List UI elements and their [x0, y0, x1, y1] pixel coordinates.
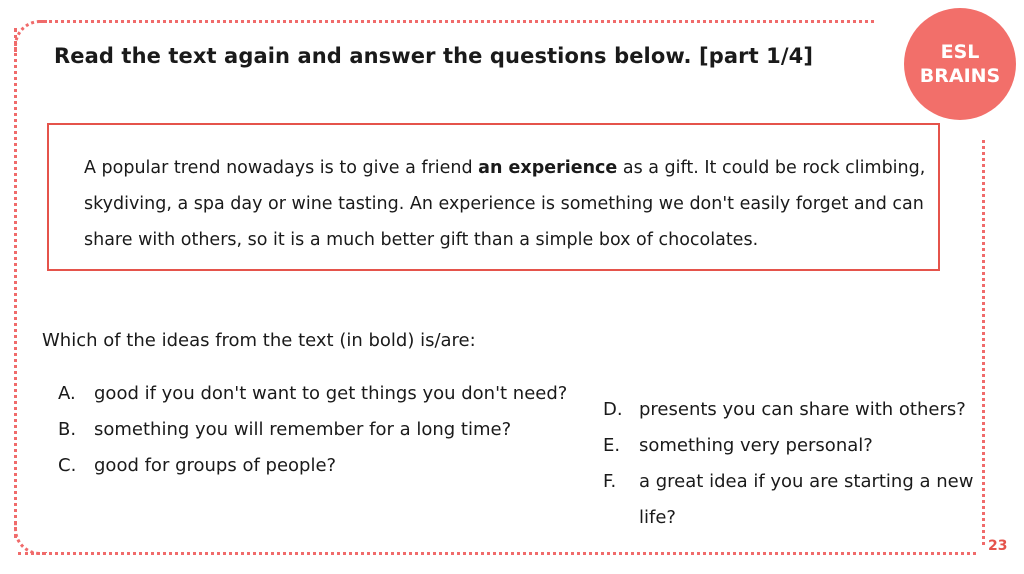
option-c [58, 448, 598, 484]
dotted-border-bottom [18, 552, 976, 555]
option-text: a great idea if you are starting a new life? [639, 471, 974, 528]
options-list-right [603, 392, 983, 536]
option-letter: B. [58, 419, 77, 440]
option-text: presents you can share with others? [639, 399, 966, 420]
option-text: something very personal? [639, 435, 873, 456]
border-corner-bottom-left [14, 522, 47, 555]
option-text: good for groups of people? [94, 455, 337, 476]
border-corner-top-left [14, 20, 47, 53]
passage-text-after: as a gift. It could be rock climbing, skydiving, a spa day or wine tasting. An experience is something we don't easily forget and can share with others, so it is a much better gift than a simple box of chocolates. [84, 158, 926, 250]
option-text: something you will remember for a long time? [94, 419, 512, 440]
option-d [603, 392, 983, 428]
passage-text-before: A popular trend nowadays is to give a friend [84, 158, 479, 178]
option-letter: C. [58, 455, 77, 476]
logo-line-1: ESL [940, 41, 980, 63]
option-b [58, 412, 598, 448]
options-list-left [58, 376, 598, 484]
reading-passage [84, 150, 934, 258]
option-e [603, 428, 983, 464]
passage-bold-phrase: an experience [478, 158, 618, 178]
option-letter: D. [603, 399, 623, 420]
option-letter: F. [603, 471, 617, 492]
esl-brains-logo [904, 8, 1016, 120]
question-prompt: Which of the ideas from the text (in bold) is/are: [42, 330, 476, 351]
page-number: 23 [988, 538, 1008, 554]
option-letter: E. [603, 435, 621, 456]
option-a [58, 376, 598, 412]
logo-line-2: BRAINS [919, 65, 1001, 87]
option-letter: A. [58, 383, 76, 404]
option-text: good if you don't want to get things you don't need? [94, 383, 568, 404]
dotted-border-top [38, 20, 874, 23]
slide-title: Read the text again and answer the questions below. [part 1/4] [54, 44, 814, 68]
option-f [603, 464, 983, 536]
dotted-border-left [14, 28, 17, 538]
